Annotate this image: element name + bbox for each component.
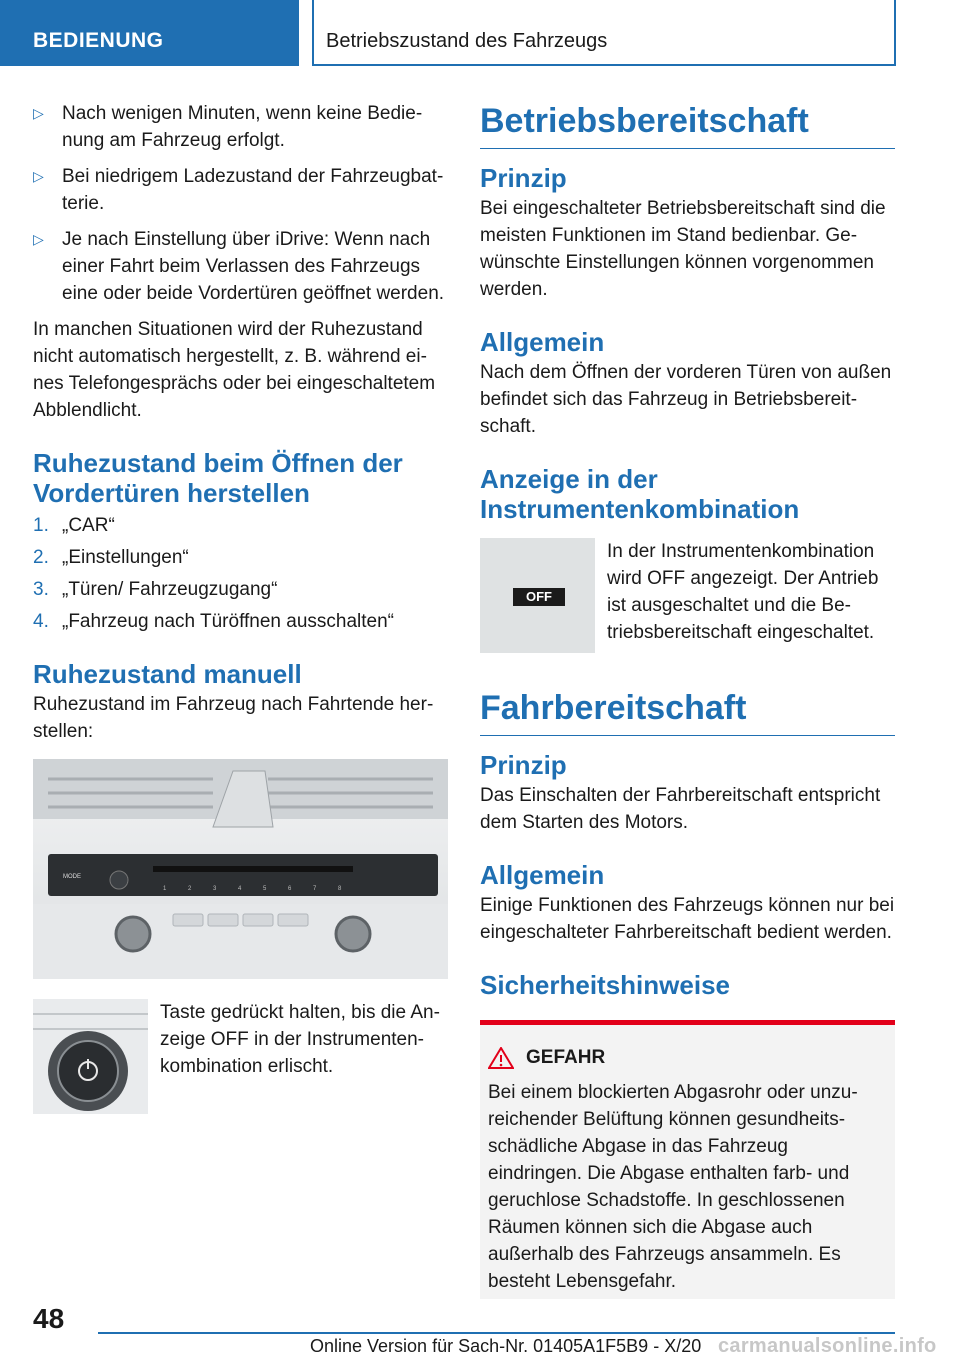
intro-paragraph: In manchen Situationen wird der Ruhezustand nicht automatisch hergestellt, z. B. während eines Telefongesprächs oder bei eingeschaltetem Abblendlicht. [33, 319, 436, 421]
svg-text:1: 1 [163, 886, 167, 892]
danger-warning-box [480, 1020, 895, 1299]
step-item: 1. „CAR“ [33, 515, 115, 536]
triangle-bullet-icon: ▷ [33, 105, 44, 121]
power-knob-illustration [33, 999, 148, 1114]
step-item: 2. „Einstellungen“ [33, 547, 189, 568]
warning-triangle-icon [488, 1047, 514, 1069]
svg-text:2: 2 [188, 886, 192, 892]
right-column [480, 100, 895, 1299]
chapter-title: Betriebszustand des Fahrzeugs [312, 0, 896, 66]
console-illustration [33, 759, 448, 979]
step-item: 4. „Fahrzeug nach Türöffnen ausschalten“ [33, 611, 394, 632]
svg-text:8: 8 [338, 886, 342, 892]
list-item: ▷ Je nach Einstellung über iDrive: Wenn nach einer Fahrt beim Verlassen des Fahrzeugs eine oder beide Vordertüren geöffnet werden. [33, 226, 448, 307]
steps-list [33, 512, 448, 635]
section-tab: BEDIENUNG [0, 0, 299, 66]
mode-label: MODE [63, 874, 81, 880]
svg-text:6: 6 [288, 886, 292, 892]
footer-online-version: Online Version für Sach-Nr. 01405A1F5B9 - X/20 [310, 1336, 702, 1356]
step-item: 3. „Türen/ Fahrzeugzugang“ [33, 579, 278, 600]
left-column [33, 100, 448, 1114]
heading-principle: Prinzip [480, 163, 567, 193]
svg-text:7: 7 [313, 886, 317, 892]
display-row [480, 538, 895, 653]
power-knob-image [33, 999, 148, 1114]
principle-2-text: Das Einschalten der Fahrbereitschaft entspricht dem Starten des Motors. [480, 785, 881, 833]
display-text: In der Instrumentenkombination wird OFF angezeigt. Der Antrieb ist ausgeschaltet und die Betriebsbereitschaft eingeschaltet. [607, 541, 879, 643]
triangle-bullet-icon: ▷ [33, 168, 44, 184]
knob-instruction: Taste gedrückt halten, bis die Anzeige OFF in der Instrumentenkombination erlischt. [160, 1002, 440, 1077]
heading-principle-2: Prinzip [480, 750, 567, 780]
svg-text:5: 5 [263, 886, 267, 892]
footer-divider [98, 1332, 895, 1334]
heading-doors-rest: Ruhezustand beim Öffnen der Vordertüren herstellen [33, 448, 403, 508]
off-indicator: OFF [513, 588, 565, 606]
page-number: 48 [33, 1303, 65, 1334]
triangle-bullet-icon: ▷ [33, 231, 44, 247]
power-button-icon [110, 871, 128, 889]
title-drive-readiness: Fahrbereitschaft [480, 687, 895, 736]
principle-text: Bei eingeschalteter Betriebsbereitschaft sind die meisten Funktionen im Stand bedienbar. Gewünschte Einstellungen können vorgenommen werden. [480, 198, 886, 300]
heading-general: Allgemein [480, 327, 605, 357]
svg-text:3: 3 [213, 886, 217, 892]
svg-text:4: 4 [238, 886, 242, 892]
list-item: ▷ Nach wenigen Minuten, wenn keine Bedienung am Fahrzeug erfolgt. [33, 100, 448, 154]
title-operating-readiness: Betriebsbereitschaft [480, 100, 895, 149]
heading-general-2: Allgemein [480, 860, 605, 890]
general-2-text: Einige Funktionen des Fahrzeugs können nur bei eingeschalteter Fahrbereitschaft bedient werden. [480, 895, 895, 943]
warning-label: GEFAHR [526, 1047, 606, 1068]
manual-paragraph: Ruhezustand im Fahrzeug nach Fahrtende herstellen: [33, 694, 434, 742]
list-item: ▷ Bei niedrigem Ladezustand der Fahrzeugbatterie. [33, 163, 448, 217]
tune-knob-icon [336, 917, 370, 951]
knob-instruction-row [33, 999, 448, 1114]
center-console-image [33, 759, 448, 979]
condition-list [33, 100, 448, 307]
volume-knob-icon [116, 917, 150, 951]
general-text: Nach dem Öffnen der vorderen Türen von außen befindet sich das Fahrzeug in Betriebsbereitschaft. [480, 362, 892, 437]
page-header [0, 0, 960, 66]
warning-text: Bei einem blockierten Abgasrohr oder unzureichender Belüftung können gesundheitsschädliche Abgase in das Fahrzeug eindringen. Die Abgase enthalten farb- und geruchlose Schadstoffe. In geschlossenen Räumen können sich die Abgase auch außerhalb des Fahrzeugs ansammeln. Es besteht Lebensgefahr. [488, 1082, 858, 1292]
warning-header [488, 1047, 887, 1069]
watermark: carmanualsonline.info [718, 1335, 937, 1357]
heading-safety: Sicherheitshinweise [480, 970, 730, 1000]
heading-manual-rest: Ruhezustand manuell [33, 659, 302, 689]
off-display-image [480, 538, 595, 653]
heading-display: Anzeige in der Instrumentenkombination [480, 464, 800, 524]
